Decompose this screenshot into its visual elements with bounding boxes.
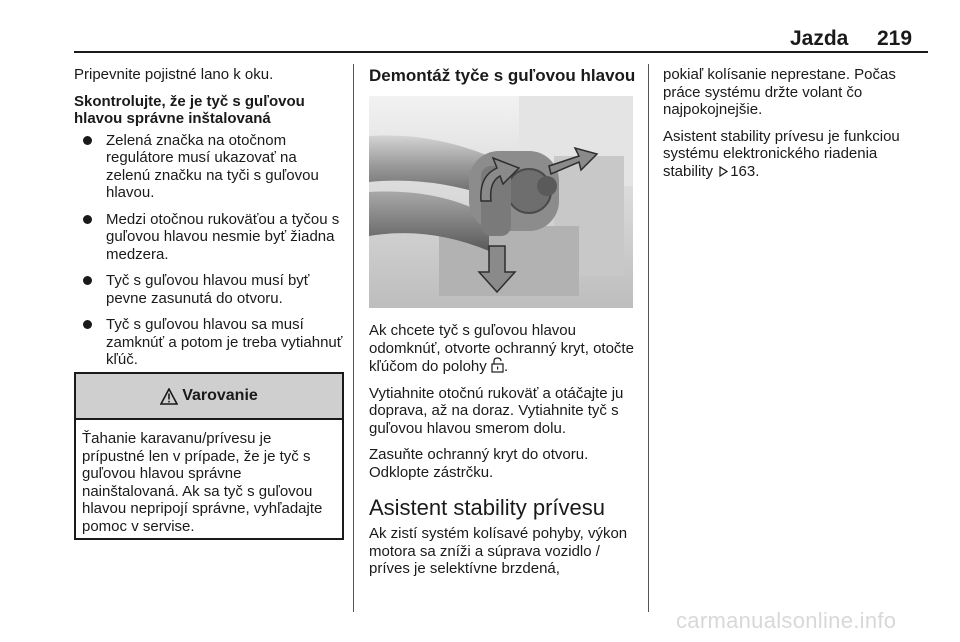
page-reference-icon xyxy=(719,166,728,177)
section-title: Asistent stability prívesu xyxy=(369,495,605,520)
list-item: Tyč s guľovou hlavou sa musí zamknúť a potom je treba vytiahnuť kľúč. xyxy=(74,316,344,369)
header-rule xyxy=(74,51,928,53)
warning-title: Varovanie xyxy=(182,387,258,404)
column-left xyxy=(74,66,344,378)
esc-reference-text: Asistent stability prívesu je funkciou systému elektronického riadenia stability 163. xyxy=(663,127,900,180)
page-reference[interactable]: 163. xyxy=(730,162,760,180)
unlocked-padlock-icon xyxy=(491,357,504,373)
column-middle xyxy=(369,66,639,96)
bullet-icon xyxy=(83,320,92,329)
warning-triangle-icon xyxy=(160,388,178,405)
towbar-removal-illustration xyxy=(369,96,633,308)
warning-header xyxy=(76,374,342,420)
check-list xyxy=(74,132,344,369)
bullet-icon xyxy=(83,276,92,285)
column-divider-1 xyxy=(353,64,354,612)
list-item: Medzi otočnou rukoväťou a tyčou s guľovou hlavou nesmie byť žiadna medzera. xyxy=(74,211,344,264)
list-item: Tyč s guľovou hlavou musí byť pevne zasunutá do otvoru. xyxy=(74,272,344,307)
column-middle-text xyxy=(369,322,641,587)
warning-box xyxy=(74,372,344,540)
continuation-text: pokiaľ kolísanie neprestane. Počas práce systému držte volant čo najpokojnejšie. xyxy=(663,66,896,118)
list-item: Zelená značka na otočnom regulátore musí ukazovať na zelenú značku na tyči s guľovou hlavou. xyxy=(74,132,344,202)
page-header xyxy=(0,0,960,60)
check-heading: Skontrolujte, že je tyč s guľovou hlavou správne inštalovaná xyxy=(74,92,305,127)
chapter-title: Jazda xyxy=(790,27,849,50)
column-right xyxy=(663,66,931,189)
removal-heading: Demontáž tyče s guľovou hlavou xyxy=(369,66,636,85)
watermark-text: carmanualsonline.info xyxy=(676,608,897,633)
unlock-instructions: Ak chcete tyč s guľovou hlavou odomknúť, otvorte ochranný kryt, otočte kľúčom do polohy . xyxy=(369,322,634,375)
bullet-icon xyxy=(83,215,92,224)
bullet-icon xyxy=(83,136,92,145)
section-text: Ak zistí systém kolísavé pohyby, výkon motora sa zníži a súprava vozidlo / príves je selektívne brzdená, xyxy=(369,525,628,577)
cover-instructions: Zasuňte ochranný kryt do otvoru. Odklopte zástrčku. xyxy=(369,446,589,481)
page-number: 219 xyxy=(877,27,913,50)
warning-text: Ťahanie karavanu/prívesu je prípustné len v prípade, že je tyč s guľovou hlavou správne nainštalovaná. Ak sa tyč s guľovou hlavou nepripojí správne, vyhľadajte pomoc v servise. xyxy=(82,430,323,535)
intro-text: Pripevnite pojistné lano k oku. xyxy=(74,66,274,83)
column-divider-2 xyxy=(648,64,649,612)
pull-instructions: Vytiahnite otočnú rukoväť a otáčajte ju doprava, až na doraz. Vytiahnite tyč s guľovou hlavou smerom dolu. xyxy=(369,384,624,437)
